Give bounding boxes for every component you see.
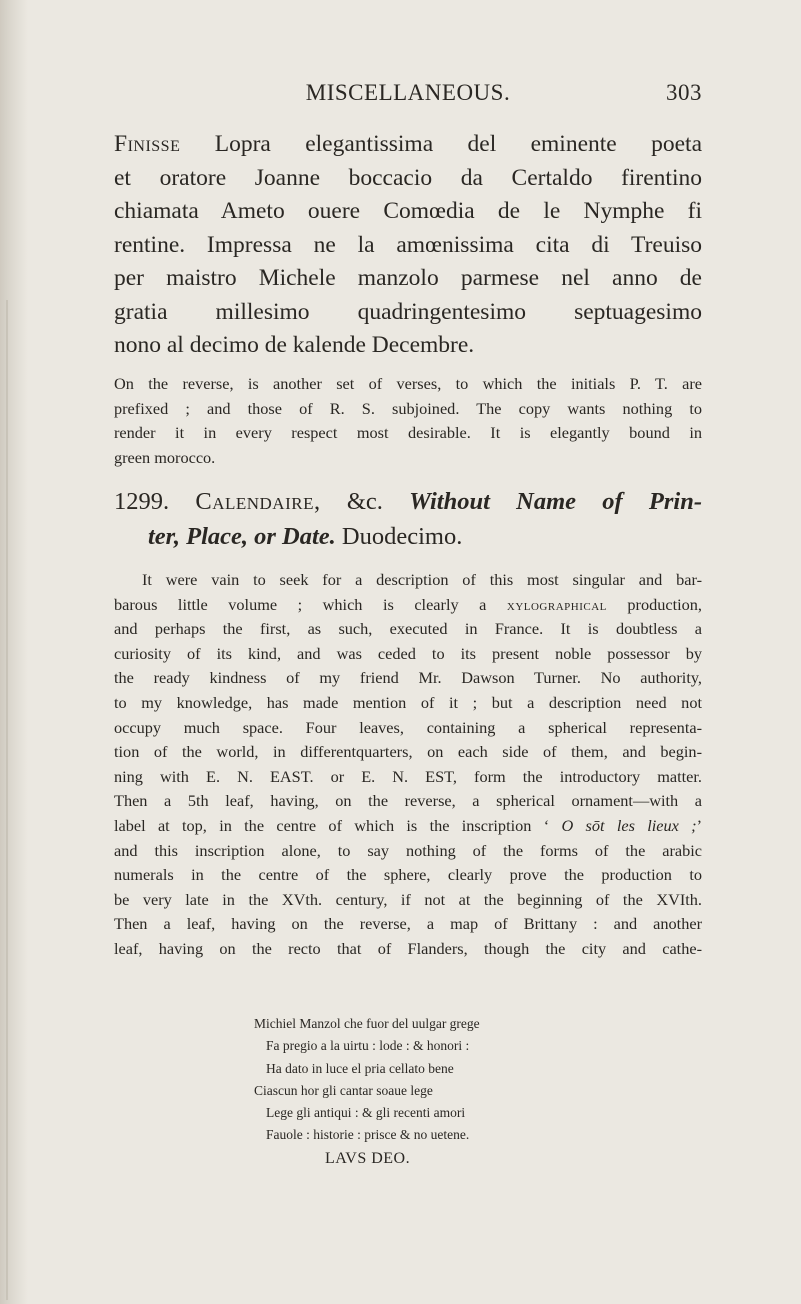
entry-format: Duodecimo. [341,523,463,550]
description-line: occupy much space. Four leaves, containing a spherical representa- [114,717,702,737]
description-line: leaf, having on the recto that of Flanders, though the city and cathe- [114,938,702,958]
laus-deo: LAVS DEO. [325,1150,411,1167]
entry-heading [114,484,702,554]
entry-title-etc: &c. [346,488,383,515]
description-line: curiosity of its kind, and was ceded to its present noble possessor by [114,643,702,663]
colophon-line: chiamata Ameto ouere Comœdia de le Nymphe fi [114,198,702,224]
colophon-line: rentine. Impressa ne la amœnissima cita di Treuiso [114,231,702,258]
entry-heading-line-1 [114,484,702,519]
description-line [114,814,702,839]
verse-line: Lege gli antiqui : & gli recenti amori [266,1105,466,1121]
entry-heading-line-2 [114,519,702,554]
page-edge-shadow [0,0,28,1304]
description-line-end: production, [606,594,702,614]
note-line: render it in every respect most desirable. It is elegantly bound in [114,423,702,443]
description-line-start: barous little volume ; which is clearly a [114,594,507,614]
colophon-line: et oratore Joanne boccacio da Certaldo firentino [114,164,702,191]
verse-line: Ciascun hor gli cantar soaue lege [254,1082,433,1098]
description-line: ning with E. N. EAST. or E. N. EST, form the introductory matter. [114,766,702,786]
description-line: and this inscription alone, to say nothing of the forms of the arabic [114,840,702,860]
entry-title: Calendaire, [195,488,321,515]
note-line: On the reverse, is another set of verses, to which the initials P. T. are [114,374,702,393]
verse-line: Ha dato in luce el pria cellato bene [266,1060,454,1076]
xylographical-term: xylographical [506,594,607,614]
note-line: green morocco. [114,447,216,467]
colophon-text [114,128,702,363]
description-line: to my knowledge, has made mention of it ; but a description need not [114,692,702,712]
inscription-close-quote: ’ [696,815,703,835]
description-line: It were vain to seek for a description of this most singular and bar- [142,570,702,589]
description-line [114,593,702,618]
description-line: Then a 5th leaf, having, on the reverse, a spherical ornament—with a [114,791,702,811]
inscription-text: O sōt les lieux ; [561,815,697,835]
description-line: and perhaps the first, as such, executed in France. It is doubtless a [114,619,702,639]
description-line-start: label at top, in the centre of which is the inscription ‘ [114,815,562,835]
entry-number: 1299. [114,488,170,515]
entry-imprint: ter, Place, or Date. [148,523,336,550]
description-line: numerals in the centre of the sphere, clearly prove the production to [114,865,702,885]
description-line: tion of the world, in differentquarters, on each side of them, and begin- [114,742,702,762]
page-number: 303 [666,80,702,105]
running-head: MISCELLANEOUS. [305,80,511,105]
verse-line: Michiel Manzol che fuor del uulgar grege [254,1016,480,1031]
colophon-line: nono al decimo de kalende Decembre. [114,332,475,358]
description-line: Then a leaf, having on the reverse, a map of Brittany : and another [114,914,702,934]
colophon-line: per maistro Michele manzolo parmese nel anno de [114,265,702,291]
note-paragraph [114,372,702,470]
description-paragraph [114,568,702,962]
colophon-first-word: Finisse [114,131,181,157]
verse-line: Fa pregio a la uirtu : lode : & honori : [266,1038,470,1054]
colophon-line [114,128,702,162]
colophon-line-rest: Lopra elegantissima del eminente poeta [180,131,702,157]
entry-title-italic: Without Name of Prin- [409,488,702,515]
note-line: prefixed ; and those of R. S. subjoined. The copy wants nothing to [114,398,702,418]
verse-line: Fauole : historie : prisce & no uetene. [266,1127,470,1143]
description-line: be very late in the XVth. century, if not at the beginning of the XVIth. [114,889,702,909]
verse-block [254,1013,480,1147]
colophon-line: gratia millesimo quadringentesimo septuagesimo [114,298,702,325]
description-line: the ready kindness of my friend Mr. Dawson Turner. No authority, [114,668,702,688]
